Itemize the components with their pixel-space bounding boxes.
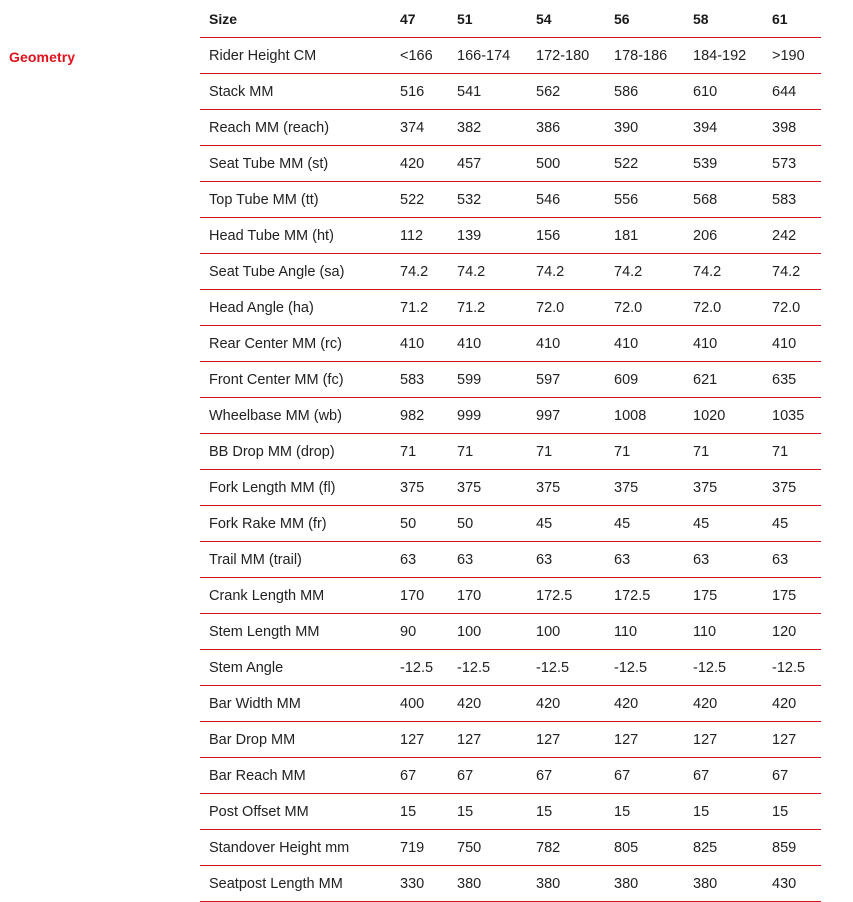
size-header: Size (200, 1, 400, 38)
table-cell: 45 (614, 506, 693, 542)
table-cell: 67 (693, 758, 772, 794)
table-cell: 380 (693, 866, 772, 902)
table-cell: 719 (400, 830, 457, 866)
table-cell: 72.0 (693, 290, 772, 326)
table-cell: 71 (693, 434, 772, 470)
table-cell: 410 (614, 326, 693, 362)
table-cell: >190 (772, 38, 821, 74)
table-cell: 375 (614, 470, 693, 506)
table-cell: 90 (400, 614, 457, 650)
table-cell: 997 (536, 398, 614, 434)
row-label: Bar Width MM (200, 686, 400, 722)
table-cell: 562 (536, 74, 614, 110)
row-label: Reach MM (reach) (200, 110, 400, 146)
table-cell: 74.2 (693, 254, 772, 290)
row-label: Head Angle (ha) (200, 290, 400, 326)
table-cell: 74.2 (400, 254, 457, 290)
table-cell: -12.5 (772, 650, 821, 686)
table-cell: 599 (457, 362, 536, 398)
table-cell: 72.0 (772, 290, 821, 326)
table-cell: 74.2 (772, 254, 821, 290)
table-cell: 63 (536, 542, 614, 578)
table-row (200, 74, 821, 110)
table-cell: 420 (400, 146, 457, 182)
geometry-table (200, 1, 821, 902)
table-row (200, 470, 821, 506)
row-label: Top Tube MM (tt) (200, 182, 400, 218)
table-cell: 15 (536, 794, 614, 830)
row-label: Trail MM (trail) (200, 542, 400, 578)
table-cell: 175 (772, 578, 821, 614)
table-cell: 375 (457, 470, 536, 506)
table-cell: 782 (536, 830, 614, 866)
table-cell: 184-192 (693, 38, 772, 74)
table-cell: 500 (536, 146, 614, 182)
table-cell: 67 (457, 758, 536, 794)
table-cell: 170 (457, 578, 536, 614)
table-cell: -12.5 (693, 650, 772, 686)
table-cell: 420 (536, 686, 614, 722)
table-cell: 982 (400, 398, 457, 434)
table-cell: 172.5 (536, 578, 614, 614)
table-row (200, 650, 821, 686)
size-column-header: 51 (457, 1, 536, 38)
table-cell: 859 (772, 830, 821, 866)
table-cell: 15 (400, 794, 457, 830)
row-label: Stack MM (200, 74, 400, 110)
row-label: Fork Length MM (fl) (200, 470, 400, 506)
table-cell: 15 (614, 794, 693, 830)
table-cell: 206 (693, 218, 772, 254)
row-label: Seat Tube MM (st) (200, 146, 400, 182)
table-cell: 110 (693, 614, 772, 650)
table-cell: 63 (614, 542, 693, 578)
table-cell: 127 (772, 722, 821, 758)
geometry-table-body (200, 38, 821, 902)
table-cell: 178-186 (614, 38, 693, 74)
size-column-header: 54 (536, 1, 614, 38)
row-label: Fork Rake MM (fr) (200, 506, 400, 542)
table-cell: 71 (457, 434, 536, 470)
table-row (200, 506, 821, 542)
table-cell: 583 (400, 362, 457, 398)
table-cell: 390 (614, 110, 693, 146)
table-cell: 457 (457, 146, 536, 182)
table-cell: 67 (614, 758, 693, 794)
table-cell: 1035 (772, 398, 821, 434)
table-row (200, 758, 821, 794)
table-cell: 71 (400, 434, 457, 470)
table-cell: 63 (772, 542, 821, 578)
table-cell: 1020 (693, 398, 772, 434)
row-label: Post Offset MM (200, 794, 400, 830)
table-row (200, 110, 821, 146)
table-cell: 586 (614, 74, 693, 110)
table-row (200, 866, 821, 902)
table-row (200, 398, 821, 434)
table-cell: 999 (457, 398, 536, 434)
table-cell: 573 (772, 146, 821, 182)
table-cell: 410 (693, 326, 772, 362)
table-cell: 50 (400, 506, 457, 542)
table-cell: 63 (693, 542, 772, 578)
row-label: BB Drop MM (drop) (200, 434, 400, 470)
table-cell: 100 (536, 614, 614, 650)
row-label: Wheelbase MM (wb) (200, 398, 400, 434)
table-cell: 127 (400, 722, 457, 758)
table-row (200, 686, 821, 722)
table-cell: 166-174 (457, 38, 536, 74)
table-row (200, 362, 821, 398)
table-cell: 522 (400, 182, 457, 218)
table-cell: 67 (400, 758, 457, 794)
table-cell: 127 (693, 722, 772, 758)
table-cell: 375 (693, 470, 772, 506)
table-cell: 71 (772, 434, 821, 470)
table-cell: -12.5 (400, 650, 457, 686)
table-cell: 242 (772, 218, 821, 254)
table-row (200, 38, 821, 74)
table-cell: 583 (772, 182, 821, 218)
table-cell: 15 (693, 794, 772, 830)
table-cell: 539 (693, 146, 772, 182)
table-cell: 400 (400, 686, 457, 722)
table-cell: 120 (772, 614, 821, 650)
table-cell: -12.5 (457, 650, 536, 686)
table-cell: 71 (536, 434, 614, 470)
table-row (200, 290, 821, 326)
table-cell: 374 (400, 110, 457, 146)
row-label: Bar Reach MM (200, 758, 400, 794)
table-cell: 825 (693, 830, 772, 866)
table-cell: 398 (772, 110, 821, 146)
row-label: Front Center MM (fc) (200, 362, 400, 398)
row-label: Crank Length MM (200, 578, 400, 614)
table-cell: 750 (457, 830, 536, 866)
table-row (200, 794, 821, 830)
size-column-header: 56 (614, 1, 693, 38)
table-cell: 516 (400, 74, 457, 110)
table-cell: 72.0 (614, 290, 693, 326)
table-cell: 386 (536, 110, 614, 146)
section-title-geometry: Geometry (9, 49, 76, 65)
table-cell: 71.2 (457, 290, 536, 326)
table-cell: 172-180 (536, 38, 614, 74)
table-cell: 127 (536, 722, 614, 758)
table-cell: 410 (536, 326, 614, 362)
row-label: Stem Angle (200, 650, 400, 686)
table-cell: 375 (536, 470, 614, 506)
table-row (200, 830, 821, 866)
table-cell: 72.0 (536, 290, 614, 326)
table-cell: 532 (457, 182, 536, 218)
table-cell: 50 (457, 506, 536, 542)
table-cell: 410 (400, 326, 457, 362)
table-cell: 410 (772, 326, 821, 362)
table-cell: 330 (400, 866, 457, 902)
row-label: Bar Drop MM (200, 722, 400, 758)
table-cell: 63 (457, 542, 536, 578)
table-row (200, 326, 821, 362)
table-cell: 181 (614, 218, 693, 254)
table-cell: 610 (693, 74, 772, 110)
table-cell: 1008 (614, 398, 693, 434)
table-cell: 112 (400, 218, 457, 254)
table-row (200, 542, 821, 578)
table-cell: 420 (614, 686, 693, 722)
table-row (200, 434, 821, 470)
row-label: Head Tube MM (ht) (200, 218, 400, 254)
table-row (200, 218, 821, 254)
table-cell: 635 (772, 362, 821, 398)
table-cell: 172.5 (614, 578, 693, 614)
table-cell: 170 (400, 578, 457, 614)
table-cell: 74.2 (457, 254, 536, 290)
table-cell: 127 (457, 722, 536, 758)
table-cell: 420 (693, 686, 772, 722)
row-label: Rear Center MM (rc) (200, 326, 400, 362)
table-cell: 45 (693, 506, 772, 542)
table-cell: 380 (457, 866, 536, 902)
row-label: Seatpost Length MM (200, 866, 400, 902)
table-cell: 74.2 (536, 254, 614, 290)
table-cell: 71.2 (400, 290, 457, 326)
table-cell: 394 (693, 110, 772, 146)
table-cell: 522 (614, 146, 693, 182)
row-label: Rider Height CM (200, 38, 400, 74)
table-cell: 420 (457, 686, 536, 722)
size-column-header: 61 (772, 1, 821, 38)
table-cell: -12.5 (536, 650, 614, 686)
table-cell: 15 (772, 794, 821, 830)
table-row (200, 254, 821, 290)
table-cell: 609 (614, 362, 693, 398)
table-cell: 156 (536, 218, 614, 254)
table-cell: -12.5 (614, 650, 693, 686)
table-cell: 382 (457, 110, 536, 146)
table-cell: 380 (614, 866, 693, 902)
table-cell: 71 (614, 434, 693, 470)
row-label: Seat Tube Angle (sa) (200, 254, 400, 290)
table-cell: 420 (772, 686, 821, 722)
size-column-header: 58 (693, 1, 772, 38)
table-cell: 541 (457, 74, 536, 110)
table-cell: 375 (400, 470, 457, 506)
table-cell: 621 (693, 362, 772, 398)
table-row (200, 614, 821, 650)
table-cell: 45 (772, 506, 821, 542)
table-cell: 139 (457, 218, 536, 254)
table-cell: 110 (614, 614, 693, 650)
table-cell: 597 (536, 362, 614, 398)
table-row (200, 146, 821, 182)
table-cell: 546 (536, 182, 614, 218)
table-cell: 380 (536, 866, 614, 902)
table-row (200, 578, 821, 614)
table-cell: 63 (400, 542, 457, 578)
table-cell: 100 (457, 614, 536, 650)
table-cell: 45 (536, 506, 614, 542)
size-column-header: 47 (400, 1, 457, 38)
row-label: Standover Height mm (200, 830, 400, 866)
table-cell: 175 (693, 578, 772, 614)
table-cell: 644 (772, 74, 821, 110)
table-cell: 410 (457, 326, 536, 362)
table-cell: <166 (400, 38, 457, 74)
table-row (200, 182, 821, 218)
table-cell: 556 (614, 182, 693, 218)
row-label: Stem Length MM (200, 614, 400, 650)
table-cell: 127 (614, 722, 693, 758)
table-cell: 67 (536, 758, 614, 794)
table-cell: 67 (772, 758, 821, 794)
table-cell: 375 (772, 470, 821, 506)
table-cell: 805 (614, 830, 693, 866)
table-cell: 430 (772, 866, 821, 902)
table-cell: 568 (693, 182, 772, 218)
table-header-row (200, 1, 821, 38)
table-cell: 15 (457, 794, 536, 830)
table-row (200, 722, 821, 758)
table-cell: 74.2 (614, 254, 693, 290)
